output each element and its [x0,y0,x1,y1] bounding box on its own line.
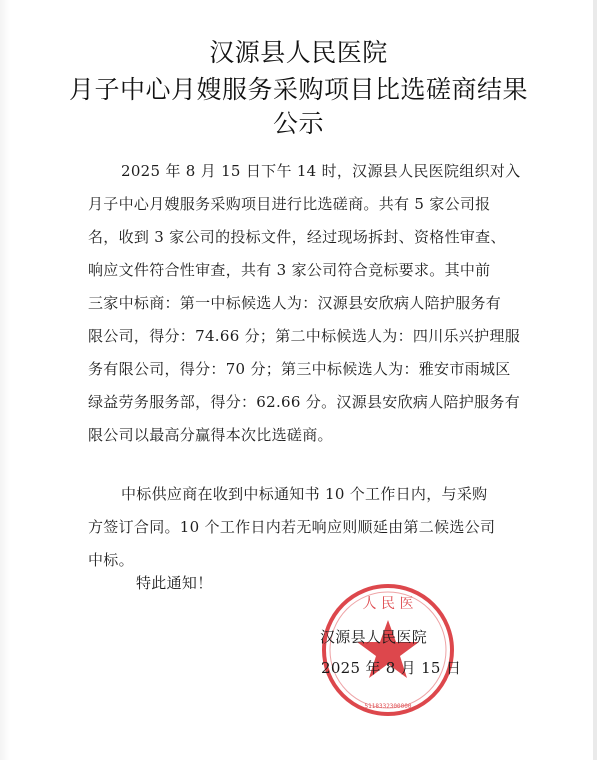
paragraph1-line: 限公司以最高分赢得本次比选磋商。 [88,426,333,444]
signature-organization: 汉源县人民医院 [320,628,428,646]
signature-date: 2025 年 8 月 15 日 [321,659,462,677]
paragraph2-line: 中标。 [88,551,134,569]
paragraph2-line: 方签订合同。10 个工作日内若无响应则顺延由第二候选公司 [88,518,496,536]
svg-text:5118332300000: 5118332300000 [364,703,412,710]
paragraph1-line: 务有限公司，得分：70 分；第三中标候选人为：雅安市雨城区 [88,360,511,378]
title-line-1: 汉源县人民医院 [209,38,388,67]
paragraph2-line: 中标供应商在收到中标通知书 10 个工作日内，与采购 [121,485,488,503]
paragraph1-line: 2025 年 8 月 15 日下午 14 时，汉源县人民医院组织对入 [121,162,521,180]
paragraph1-line: 响应文件符合性审查，共有 3 家公司符合竞标要求。其中前 [88,261,491,279]
title-line-2: 月子中心月嫂服务采购项目比选磋商结果 [68,75,528,104]
title-line-3: 公示 [272,109,324,138]
svg-text:人 民 医: 人 民 医 [362,596,414,612]
paragraph1-line: 名，收到 3 家公司的投标文件，经过现场拆封、资格性审查、 [88,228,506,246]
paragraph1-line: 绿益劳务服务部，得分：62.66 分。汉源县安欣病人陪护服务有 [88,393,521,411]
closing-notice: 特此通知！ [136,574,213,592]
paragraph1-line: 三家中标商：第一中标候选人为：汉源县安欣病人陪护服务有 [88,294,502,312]
paragraph1-line: 月子中心月嫂服务采购项目进行比选磋商。共有 5 家公司报 [88,195,491,213]
paragraph1-line: 限公司，得分：74.66 分；第二中标候选人为：四川乐兴护理服 [88,327,521,345]
official-seal [318,580,458,720]
